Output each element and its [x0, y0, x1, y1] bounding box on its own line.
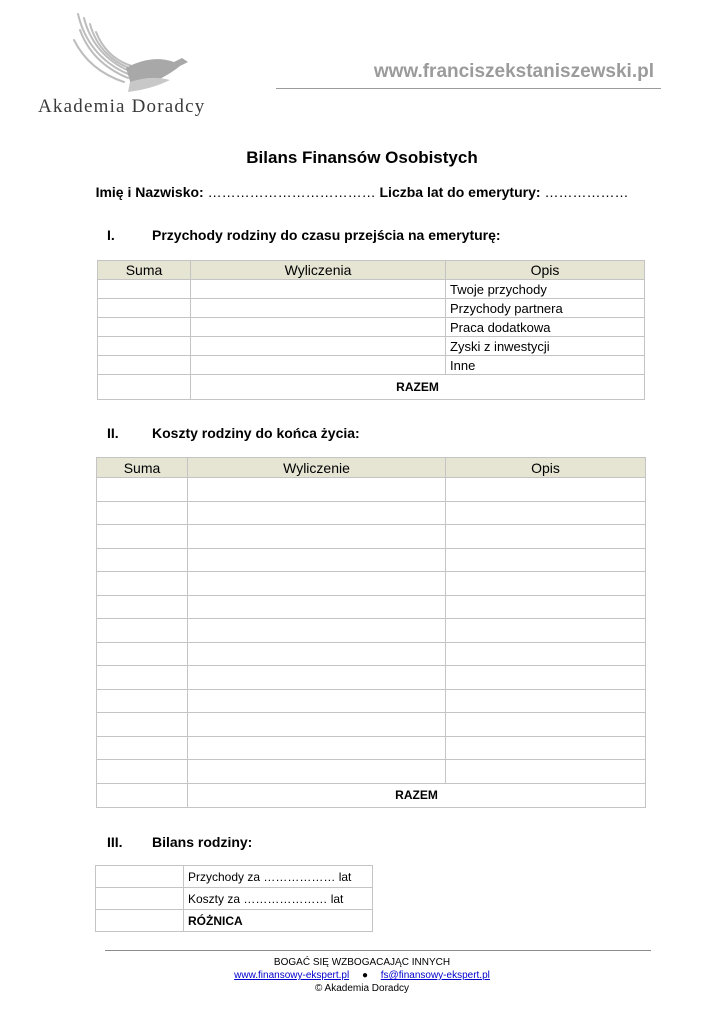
wyliczenia-cell[interactable]	[191, 356, 446, 375]
suma-cell[interactable]	[97, 760, 188, 784]
wyliczenie-cell[interactable]	[188, 642, 446, 666]
wyliczenia-cell[interactable]	[191, 337, 446, 356]
table-row	[97, 642, 646, 666]
name-field[interactable]: ………………………………	[207, 184, 376, 200]
section-3-number: III.	[107, 834, 123, 850]
suma-cell[interactable]	[98, 299, 191, 318]
email-link[interactable]: fs@finansowy-ekspert.pl	[380, 970, 490, 981]
suma-cell[interactable]	[97, 572, 188, 596]
table-row	[97, 713, 646, 737]
wyliczenie-cell[interactable]	[188, 572, 446, 596]
difference-label: RÓŻNICA	[184, 910, 373, 932]
section-2-title: Koszty rodziny do końca życia:	[152, 425, 360, 441]
suma-cell[interactable]	[97, 548, 188, 572]
table-row	[97, 572, 646, 596]
table-row	[96, 888, 373, 910]
name-label: Imię i Nazwisko:	[95, 184, 204, 200]
eagle-logo-icon	[70, 10, 200, 95]
website-link[interactable]: www.finansowy-ekspert.pl	[234, 970, 350, 981]
balance-table	[95, 865, 373, 932]
income-years-label: Przychody za ……………… lat	[184, 866, 373, 888]
table-row	[97, 595, 646, 619]
column-header-opis: Opis	[446, 261, 645, 280]
costs-table	[96, 457, 646, 808]
wyliczenie-cell[interactable]	[188, 619, 446, 643]
table-row	[97, 736, 646, 760]
total-row	[97, 783, 646, 807]
suma-cell[interactable]	[98, 280, 191, 299]
opis-cell[interactable]	[446, 713, 646, 737]
column-header-wyliczenie: Wyliczenie	[188, 458, 446, 478]
opis-cell[interactable]	[446, 548, 646, 572]
income-table	[97, 260, 645, 400]
footer-links	[0, 970, 724, 981]
opis-cell[interactable]	[446, 760, 646, 784]
table-row	[97, 548, 646, 572]
suma-cell[interactable]	[97, 713, 188, 737]
table-row	[97, 689, 646, 713]
section-2-number: II.	[107, 425, 119, 441]
wyliczenia-cell[interactable]	[191, 318, 446, 337]
opis-cell[interactable]	[446, 642, 646, 666]
footer-divider	[105, 950, 651, 951]
wyliczenie-cell[interactable]	[188, 501, 446, 525]
suma-cell[interactable]	[97, 736, 188, 760]
table-header-row	[97, 458, 646, 478]
opis-cell[interactable]	[446, 572, 646, 596]
table-row	[97, 619, 646, 643]
opis-cell[interactable]	[446, 501, 646, 525]
bullet-separator: ●	[361, 970, 368, 981]
value-cell[interactable]	[96, 910, 184, 932]
wyliczenie-cell[interactable]	[188, 736, 446, 760]
opis-cell[interactable]	[446, 595, 646, 619]
column-header-suma: Suma	[97, 458, 188, 478]
footer-copyright: © Akademia Doradcy	[314, 983, 410, 994]
header-divider	[276, 88, 661, 89]
section-1-title: Przychody rodziny do czasu przejścia na emeryturę:	[152, 227, 501, 243]
total-row	[98, 375, 645, 400]
opis-cell[interactable]	[446, 525, 646, 549]
wyliczenie-cell[interactable]	[188, 689, 446, 713]
suma-cell[interactable]	[97, 666, 188, 690]
table-row	[98, 318, 645, 337]
wyliczenie-cell[interactable]	[188, 595, 446, 619]
total-suma-cell[interactable]	[98, 375, 191, 400]
wyliczenie-cell[interactable]	[188, 525, 446, 549]
suma-cell[interactable]	[97, 525, 188, 549]
site-url[interactable]: www.franciszekstaniszewski.pl	[373, 61, 654, 82]
table-row	[98, 299, 645, 318]
suma-cell[interactable]	[97, 501, 188, 525]
table-row	[98, 356, 645, 375]
wyliczenie-cell[interactable]	[188, 760, 446, 784]
opis-cell: Przychody partnera	[446, 299, 645, 318]
column-header-wyliczenia: Wyliczenia	[191, 261, 446, 280]
opis-cell: Twoje przychody	[446, 280, 645, 299]
table-row	[98, 337, 645, 356]
years-field[interactable]: ………………	[544, 184, 629, 200]
value-cell[interactable]	[96, 866, 184, 888]
suma-cell[interactable]	[98, 356, 191, 375]
opis-cell[interactable]	[446, 736, 646, 760]
table-row	[96, 866, 373, 888]
years-label: Liczba lat do emerytury:	[379, 184, 541, 200]
wyliczenie-cell[interactable]	[188, 713, 446, 737]
suma-cell[interactable]	[97, 689, 188, 713]
opis-cell[interactable]	[446, 478, 646, 502]
document-title: Bilans Finansów Osobistych	[246, 148, 478, 167]
name-line	[0, 184, 724, 200]
logo-text: Akademia Doradcy	[38, 96, 206, 117]
value-cell[interactable]	[96, 888, 184, 910]
suma-cell[interactable]	[97, 642, 188, 666]
table-row	[97, 666, 646, 690]
section-3-title: Bilans rodziny:	[152, 834, 253, 850]
suma-cell[interactable]	[97, 595, 188, 619]
opis-cell[interactable]	[446, 619, 646, 643]
table-row	[97, 525, 646, 549]
total-suma-cell[interactable]	[97, 783, 188, 807]
wyliczenie-cell[interactable]	[188, 548, 446, 572]
footer-slogan: BOGAĆ SIĘ WZBOGACAJĄC INNYCH	[273, 957, 451, 968]
opis-cell: Praca dodatkowa	[446, 318, 645, 337]
table-row	[96, 910, 373, 932]
table-row	[98, 280, 645, 299]
costs-years-label: Koszty za ………………… lat	[184, 888, 373, 910]
wyliczenia-cell[interactable]	[191, 299, 446, 318]
suma-cell[interactable]	[98, 318, 191, 337]
opis-cell[interactable]	[446, 689, 646, 713]
wyliczenie-cell[interactable]	[188, 666, 446, 690]
opis-cell: Zyski z inwestycji	[446, 337, 645, 356]
total-label: RAZEM	[191, 375, 645, 400]
suma-cell[interactable]	[98, 337, 191, 356]
column-header-suma: Suma	[98, 261, 191, 280]
column-header-opis: Opis	[446, 458, 646, 478]
suma-cell[interactable]	[97, 478, 188, 502]
opis-cell[interactable]	[446, 666, 646, 690]
wyliczenia-cell[interactable]	[191, 280, 446, 299]
section-1-number: I.	[107, 227, 115, 243]
total-label: RAZEM	[188, 783, 646, 807]
table-header-row	[98, 261, 645, 280]
table-row	[97, 501, 646, 525]
wyliczenie-cell[interactable]	[188, 478, 446, 502]
table-row	[97, 760, 646, 784]
suma-cell[interactable]	[97, 619, 188, 643]
opis-cell: Inne	[446, 356, 645, 375]
table-row	[97, 478, 646, 502]
